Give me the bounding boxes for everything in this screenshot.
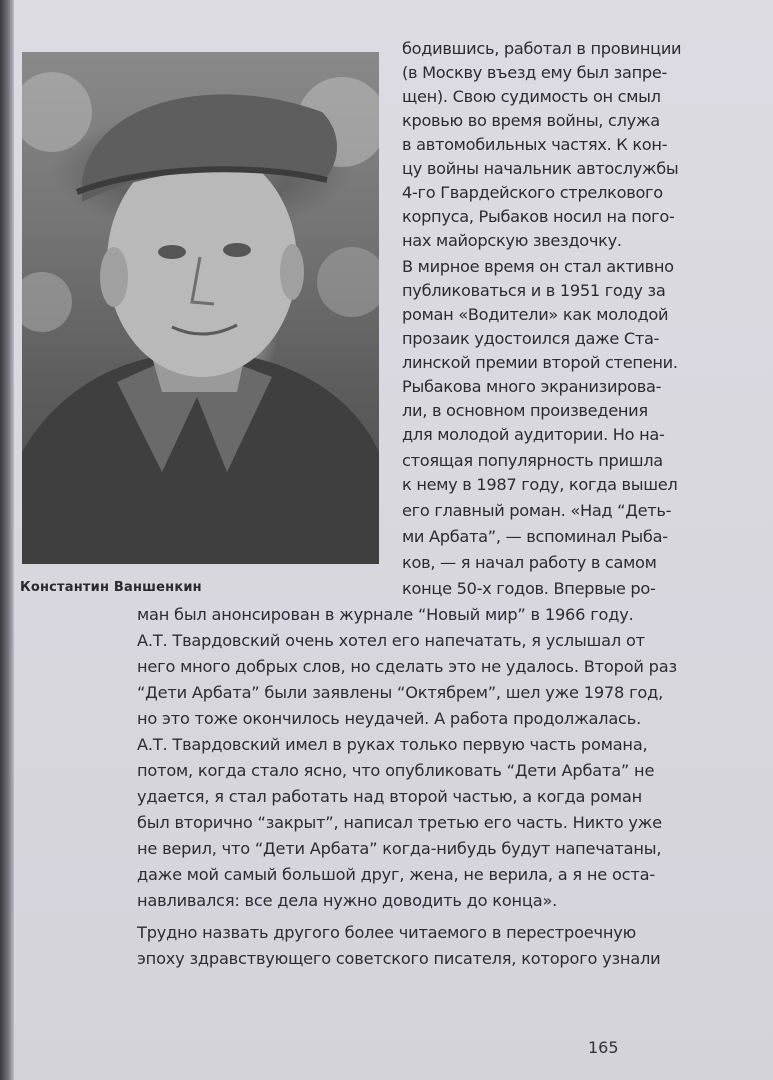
text-line: стоящая популярность пришла [402, 451, 663, 470]
text-line: кровью во время войны, служа [402, 111, 660, 130]
portrait-photo [22, 52, 379, 564]
text-line: к нему в 1987 году, когда вышел [402, 475, 678, 494]
text-line: прозаик удостоился даже Ста- [402, 329, 660, 348]
text-line: его главный роман. «Над “Деть- [402, 501, 672, 520]
text-line: удается, я стал работать над второй частью, а когда роман [137, 787, 643, 806]
text-line: навливался: все дела нужно доводить до конца». [137, 891, 558, 910]
text-line: линской премии второй степени. [402, 353, 678, 372]
text-line: конце 50-х годов. Впервые ро- [402, 579, 656, 598]
text-line: А.Т. Твардовский имел в руках только первую часть романа, [137, 735, 648, 754]
text-line: Рыбакова много экранизирова- [402, 377, 662, 396]
text-line: для молодой аудитории. Но на- [402, 425, 665, 444]
text-line: (в Москву въезд ему был запре- [402, 63, 668, 82]
text-line: эпоху здравствующего советского писателя, которого узнали [137, 949, 661, 968]
text-line: роман «Водители» как молодой [402, 305, 669, 324]
book-spine-shadow [0, 0, 14, 1080]
text-line: него много добрых слов, но сделать это не удалось. Второй раз [137, 657, 677, 676]
text-line: не верил, что “Дети Арбата” когда-нибудь будут напечатаны, [137, 839, 662, 858]
text-line: но это тоже окончилось неудачей. А работа продолжалась. [137, 709, 642, 728]
text-line: публиковаться и в 1951 году за [402, 281, 666, 300]
text-line: ми Арбата”, — вспоминал Рыба- [402, 527, 668, 546]
text-line: ман был анонсирован в журнале “Новый мир” в 1966 году. [137, 605, 634, 624]
text-line: цу войны начальник автослужбы [402, 159, 679, 178]
text-line: был вторично “закрыт”, написал третью его часть. Никто уже [137, 813, 662, 832]
text-line: 4-го Гвардейского стрелкового [402, 183, 663, 202]
text-line: “Дети Арбата” были заявлены “Октябрем”, шел уже 1978 год, [137, 683, 664, 702]
text-line: бодившись, работал в провинции [402, 39, 682, 58]
photo-caption: Константин Ваншенкин [20, 580, 202, 595]
text-line: корпуса, Рыбаков носил на пого- [402, 207, 675, 226]
text-line: даже мой самый большой друг, жена, не верила, а я не оста- [137, 865, 655, 884]
text-line: Трудно назвать другого более читаемого в перестроечную [137, 923, 637, 942]
text-line: щен). Свою судимость он смыл [402, 87, 661, 106]
text-line: в автомобильных частях. К кон- [402, 135, 668, 154]
text-line: А.Т. Твардовский очень хотел его напечатать, я услышал от [137, 631, 645, 650]
text-line: потом, когда стало ясно, что опубликовать “Дети Арбата” не [137, 761, 655, 780]
text-line: нах майорскую звездочку. [402, 231, 622, 250]
portrait-illustration [22, 52, 379, 564]
text-line: ли, в основном произведения [402, 401, 648, 420]
text-line: ков, — я начал работу в самом [402, 553, 657, 572]
page-number: 165 [588, 1038, 619, 1057]
text-line: В мирное время он стал активно [402, 257, 674, 276]
